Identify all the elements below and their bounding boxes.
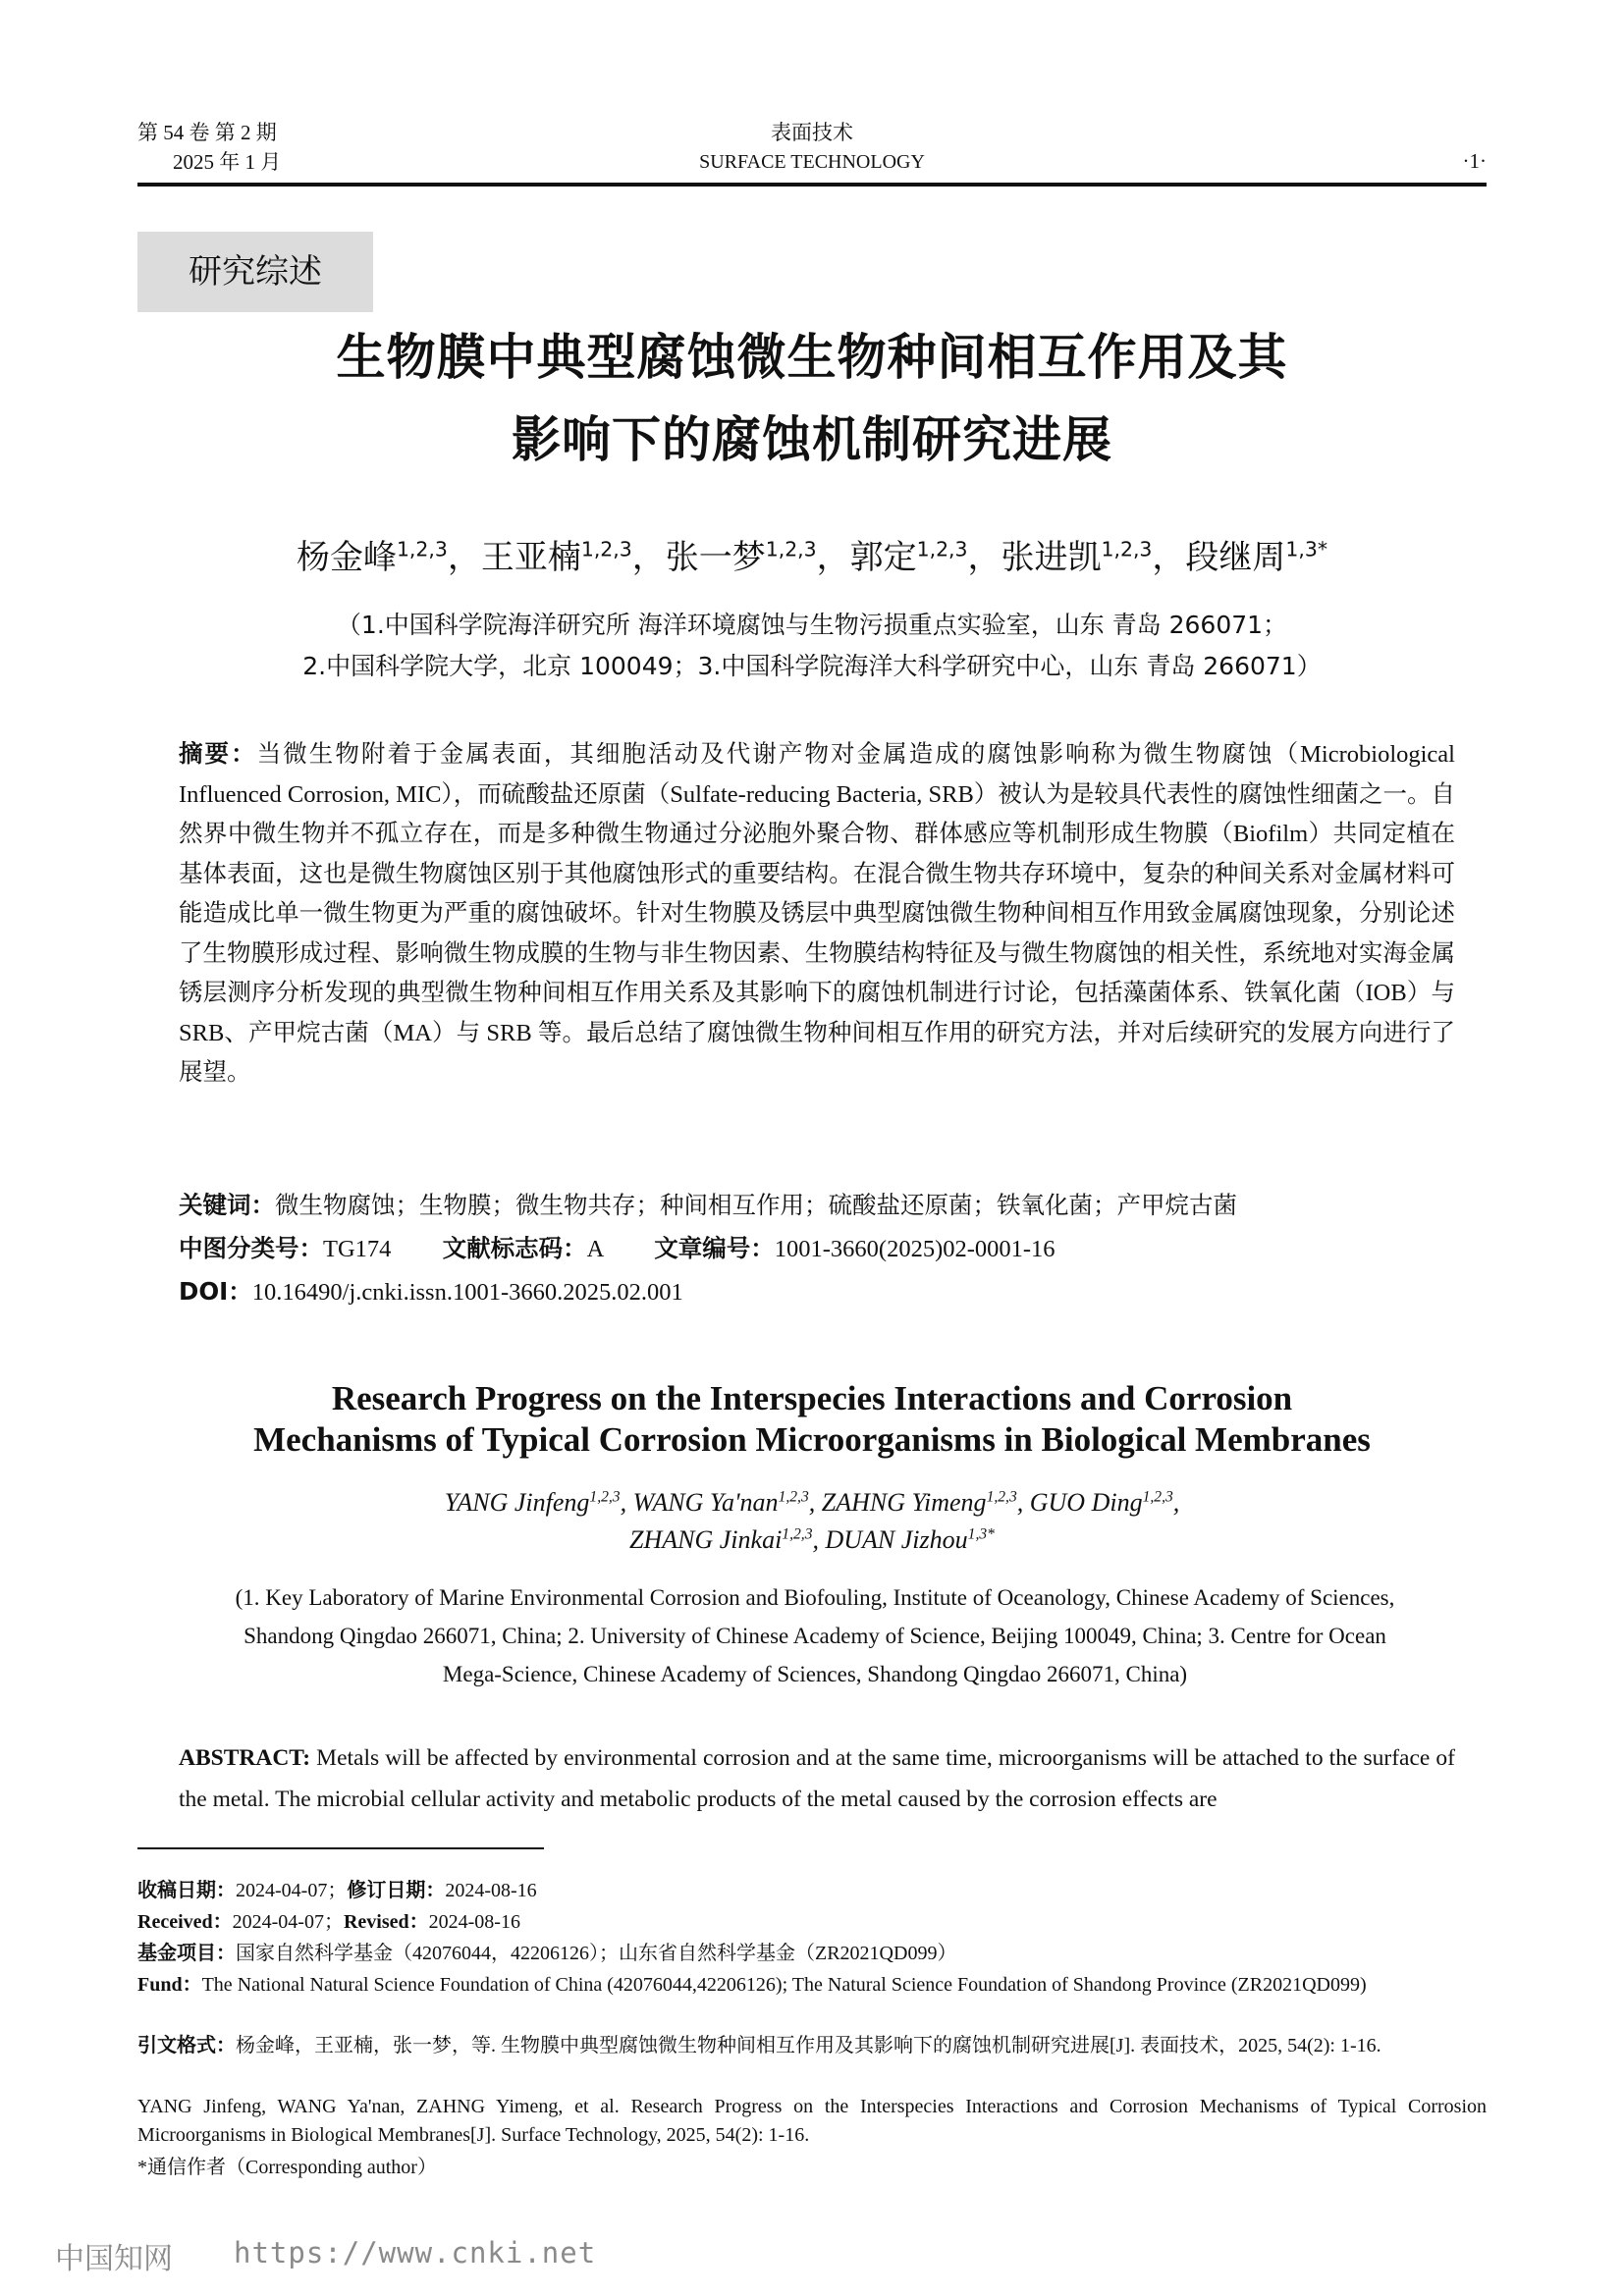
article-title-en-line1: Research Progress on the Interspecies Interactions and Corrosion — [331, 1379, 1293, 1417]
footnote-received-en: Received：2024-04-07；Revised：2024-08-16 — [137, 1911, 520, 1933]
author-en-name: GUO Ding — [1029, 1488, 1143, 1517]
fund-en-label: Fund： — [137, 1974, 202, 1996]
doi-label: DOI： — [179, 1277, 252, 1306]
author-en-affiliation-marker: 1,2,3 — [986, 1488, 1017, 1506]
fund-en-text: The National Natural Science Foundation of China (42076044,42206126); The Natural Science Foundation of Shandong Province (ZR2021QD099) — [201, 1974, 1367, 1996]
author-cn-affiliation-marker: 1,2,3 — [396, 537, 448, 561]
received-en-date: 2024-04-07 — [232, 1911, 324, 1933]
cnki-watermark-url: https://www.cnki.net — [234, 2236, 597, 2269]
author-en-name: ZHANG Jinkai — [629, 1525, 783, 1554]
author-cn-separator: ， — [967, 538, 1001, 577]
affiliation-en-line1: (1. Key Laboratory of Marine Environmental Corrosion and Biofouling, Institute of Oceanology, Chinese Academy of Sciences, — [235, 1585, 1395, 1610]
authors-cn — [0, 536, 1624, 579]
section-tag: 研究综述 — [137, 232, 373, 312]
abstract-cn-label: 摘要： — [179, 739, 257, 768]
page-number: ·1· — [1462, 149, 1487, 173]
author-en-separator: , — [1016, 1488, 1030, 1517]
author-cn-name: 段继周 — [1185, 538, 1286, 577]
running-header-center — [0, 118, 1624, 177]
author-cn-affiliation-marker: 1,3* — [1285, 537, 1328, 561]
doi-value: 10.16490/j.cnki.issn.1001-3660.2025.02.001 — [251, 1279, 683, 1306]
author-en-name: YANG Jinfeng — [444, 1488, 590, 1517]
author-en-separator: , — [620, 1488, 633, 1517]
affiliation-cn-line2: 2.中国科学院大学，北京 100049；3.中国科学院海洋大科学研究中心，山东 青岛 266071） — [302, 652, 1322, 680]
affiliations-cn — [147, 605, 1477, 687]
header-rule — [137, 183, 1487, 187]
doi-line — [179, 1272, 1455, 1312]
author-en-separator: , — [808, 1488, 822, 1517]
author-cn-affiliation-marker: 1,2,3 — [580, 537, 632, 561]
author-en-separator: , — [1172, 1488, 1180, 1517]
footnote-corresponding: *通信作者（Corresponding author） — [137, 2157, 437, 2178]
revised-cn-date: 2024-08-16 — [445, 1880, 537, 1901]
author-en-separator: , — [812, 1525, 826, 1554]
abstract-en — [179, 1737, 1455, 1820]
author-en-name: DUAN Jizhou — [825, 1525, 968, 1554]
article-number-label: 文章编号： — [654, 1234, 775, 1262]
issue-date: 2025 年 1 月 — [173, 150, 282, 174]
abstract-cn-text: 当微生物附着于金属表面，其细胞活动及代谢产物对金属造成的腐蚀影响称为微生物腐蚀（Microbiological Influenced Corrosion, MIC），而硫酸盐还原菌（Sulfate-reducing Bacteria, SRB）被认为是较具代表性的腐蚀性细菌之一。自然界中微生物并不孤立存在，而是多种微生物通过分泌胞外聚合物、群体感应等机制形成生物膜（Biofilm）共同定植在基体表面，这也是微生物腐蚀区别于其他腐蚀形式的重要结构。在混合微生物共存环境中，复杂的种间关系对金属材料可能造成比单一微生物更为严重的腐蚀破坏。针对生物膜及锈层中典型腐蚀微生物种间相互作用致金属腐蚀现象，分别论述了生物膜形成过程、影响微生物成膜的生物与非生物因素、生物膜结构特征及与微生物腐蚀的相关性，系统地对实海金属锈层测序分析发现的典型微生物种间相互作用关系及其影响下的腐蚀机制进行讨论，包括藻菌体系、铁氧化菌（IOB）与 SRB、产甲烷古菌（MA）与 SRB 等。最后总结了腐蚀微生物种间相互作用的研究方法，并对后续研究的发展方向进行了展望。 — [179, 741, 1455, 1086]
footnote-fund-en — [137, 1971, 1487, 2000]
affiliation-cn-line1: （1.中国科学院海洋研究所 海洋环境腐蚀与生物污损重点实验室，山东 青岛 266071； — [336, 611, 1288, 639]
received-cn-date: 2024-04-07 — [236, 1880, 328, 1901]
author-cn-separator: ， — [816, 538, 850, 577]
received-en-label: Received： — [137, 1911, 233, 1933]
article-title-en — [0, 1378, 1624, 1461]
author-en-affiliation-marker: 1,2,3 — [782, 1525, 813, 1543]
authors-en-line1 — [0, 1484, 1624, 1522]
keywords-line — [179, 1186, 1455, 1226]
journal-name-cn: 表面技术 — [771, 121, 853, 144]
author-cn-affiliation-marker: 1,2,3 — [765, 537, 817, 561]
author-en-name: ZAHNG Yimeng — [821, 1488, 987, 1517]
revised-cn-label: 修订日期： — [347, 1880, 446, 1901]
author-en-affiliation-marker: 1,2,3 — [1142, 1488, 1173, 1506]
cnki-watermark-site: 中国知网 — [55, 2242, 173, 2276]
author-cn-separator: ， — [447, 538, 481, 577]
article-number-value: 1001-3660(2025)02-0001-16 — [774, 1236, 1056, 1262]
abstract-en-label: ABSTRACT: — [179, 1745, 311, 1771]
revised-en-date: 2024-08-16 — [428, 1911, 520, 1933]
clc-value: TG174 — [323, 1236, 392, 1262]
footnote-received-cn: 收稿日期：2024-04-07；修订日期：2024-08-16 — [137, 1880, 537, 1901]
received-cn-label: 收稿日期： — [137, 1880, 236, 1901]
affiliation-en-line3: Mega-Science, Chinese Academy of Sciences, Shandong Qingdao 266071, China) — [442, 1662, 1188, 1686]
authors-en-line2 — [0, 1522, 1624, 1559]
footnote-rule — [137, 1847, 544, 1849]
footnote-citation-cn — [137, 2032, 1487, 2060]
footnote-fund-cn — [137, 1940, 1487, 1968]
author-en-affiliation-marker: 1,3* — [967, 1525, 995, 1543]
fund-cn-label: 基金项目： — [137, 1943, 236, 1964]
author-en-name: WANG Ya'nan — [632, 1488, 779, 1517]
footnote-citation-en: YANG Jinfeng, WANG Ya'nan, ZAHNG Yimeng, et al. Research Progress on the Interspecies Interactions and Corrosion Mechanisms of Typical Corrosion Microorganisms in Biological Membranes[J]. Surface Technology, 2025, 54(2): 1-16. — [137, 2096, 1487, 2146]
author-en-affiliation-marker: 1,2,3 — [778, 1488, 809, 1506]
abstract-cn — [179, 734, 1455, 1094]
author-en-affiliation-marker: 1,2,3 — [589, 1488, 621, 1506]
revised-en-label: Revised： — [343, 1911, 429, 1933]
doc-code-label: 文献标志码： — [442, 1234, 587, 1262]
author-cn-affiliation-marker: 1,2,3 — [1101, 537, 1153, 561]
keywords-text: 微生物腐蚀；生物膜；微生物共存；种间相互作用；硫酸盐还原菌；铁氧化菌；产甲烷古菌 — [275, 1193, 1237, 1219]
volume-issue: 第 54 卷 第 2 期 — [137, 121, 277, 144]
citation-cn-label: 引文格式： — [137, 2035, 236, 2056]
author-cn-name: 杨金峰 — [296, 538, 397, 577]
author-cn-affiliation-marker: 1,2,3 — [916, 537, 968, 561]
author-cn-name: 张进凯 — [1001, 538, 1102, 577]
abstract-en-text: Metals will be affected by environmental corrosion and at the same time, microorganisms will be attached to the surface of the metal. The microbial cellular activity and metabolic products of the metal caused by the corrosion effects are — [179, 1745, 1456, 1812]
author-cn-name: 张一梦 — [665, 538, 766, 577]
classification-line — [179, 1229, 1455, 1269]
journal-name-en: SURFACE TECHNOLOGY — [699, 151, 925, 173]
affiliations-en — [177, 1578, 1453, 1693]
author-cn-separator: ， — [1152, 538, 1186, 577]
article-title-cn-line2: 影响下的腐蚀机制研究进展 — [512, 411, 1112, 468]
keywords-label: 关键词： — [179, 1191, 275, 1219]
author-cn-separator: ， — [631, 538, 666, 577]
citation-cn-text: 杨金峰，王亚楠，张一梦，等. 生物膜中典型腐蚀微生物种间相互作用及其影响下的腐蚀机制研究进展[J]. 表面技术，2025, 54(2): 1-16. — [236, 2035, 1381, 2056]
fund-cn-text: 国家自然科学基金（42076044，42206126）；山东省自然科学基金（ZR2021QD099） — [236, 1943, 957, 1964]
doc-code-value: A — [586, 1236, 604, 1262]
author-cn-name: 王亚楠 — [480, 538, 581, 577]
article-title-cn-line1: 生物膜中典型腐蚀微生物种间相互作用及其 — [336, 329, 1288, 386]
author-cn-name: 郭定 — [849, 538, 917, 577]
authors-en — [0, 1484, 1624, 1559]
article-title-en-line2: Mechanisms of Typical Corrosion Microorganisms in Biological Membranes — [253, 1420, 1371, 1459]
article-title-cn — [0, 316, 1624, 481]
clc-label: 中图分类号： — [179, 1234, 323, 1262]
affiliation-en-line2: Shandong Qingdao 266071, China; 2. University of Chinese Academy of Science, Beijing 100049, China; 3. Centre for Ocean — [244, 1624, 1386, 1648]
